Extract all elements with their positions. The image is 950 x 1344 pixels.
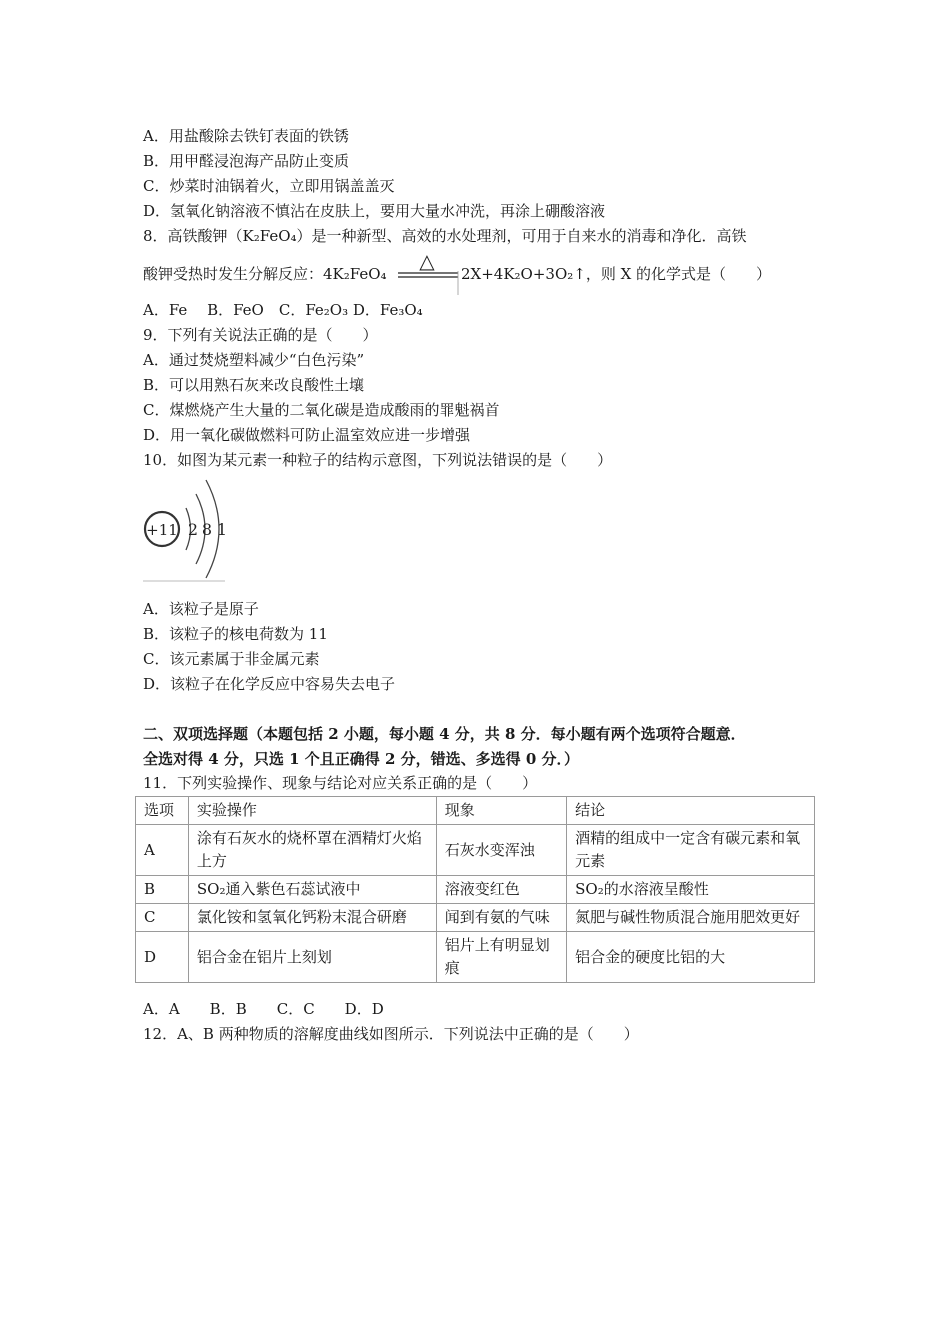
section2-heading-line2: 全选对得 4 分，只选 1 个且正确得 2 分，错选、多选得 0 分．） [143, 750, 580, 768]
heat-condition-sign [398, 251, 460, 295]
q8-options: A．Fe B．FeO C．Fe₂O₃ D．Fe₃O₄ [143, 301, 423, 319]
table-cell: 溶液变红色 [436, 876, 566, 904]
table-cell: B [136, 876, 189, 904]
q12-stem: 12．A、B 两种物质的溶解度曲线如图所示．下列说法中正确的是（ ） [143, 1025, 639, 1043]
q11-options: A．A B．B C．C D．D [143, 1000, 384, 1018]
table-cell: 涂有石灰水的烧杯罩在酒精灯火焰上方 [188, 825, 436, 876]
table-header-row [136, 797, 815, 825]
shell-electrons-1: 2 [187, 520, 199, 539]
table-row [136, 904, 815, 932]
header-cell-option: 选项 [136, 797, 189, 825]
table-cell: 氮肥与碱性物质混合施用肥效更好 [567, 904, 815, 932]
q11-table [135, 796, 815, 983]
q11-stem: 11．下列实验操作、现象与结论对应关系正确的是（ ） [143, 774, 538, 792]
table-row [136, 932, 815, 983]
q8-equation-prefix: 酸钾受热时发生分解反应：4K₂FeO₄ [143, 265, 387, 283]
table-cell: 铝合金的硬度比铝的大 [567, 932, 815, 983]
q9-option-c: C．煤燃烧产生大量的二氧化碳是造成酸雨的罪魁祸首 [143, 401, 500, 419]
q10-option-b: B．该粒子的核电荷数为 11 [143, 625, 328, 643]
header-cell-operation: 实验操作 [188, 797, 436, 825]
table-row [136, 825, 815, 876]
q7-option-a: A．用盐酸除去铁钉表面的铁锈 [143, 127, 349, 145]
q8-condition-triangle: △ [419, 251, 435, 273]
q10-stem: 10．如图为某元素一种粒子的结构示意图，下列说法错误的是（ ） [143, 451, 613, 469]
q9-option-b: B．可以用熟石灰来改良酸性土壤 [143, 376, 365, 394]
table-cell: C [136, 904, 189, 932]
section2-heading-line1: 二、双项选择题（本题包括 2 小题，每小题 4 分，共 8 分．每小题有两个选项符合题意． [143, 725, 746, 743]
table-row [136, 876, 815, 904]
q7-option-c: C．炒菜时油锅着火，立即用锅盖盖灭 [143, 177, 395, 195]
q8-stem-line1: 8．高铁酸钾（K₂FeO₄）是一种新型、高效的水处理剂，可用于自来水的消毒和净化．高铁 [143, 227, 747, 245]
header-cell-phenomenon: 现象 [436, 797, 566, 825]
table-cell: 铝片上有明显划痕 [436, 932, 566, 983]
q9-stem: 9．下列有关说法正确的是（ ） [143, 326, 378, 344]
q10-option-c: C．该元素属于非金属元素 [143, 650, 320, 668]
header-cell-conclusion: 结论 [567, 797, 815, 825]
table-cell: 铝合金在铝片上刻划 [188, 932, 436, 983]
atom-structure-diagram [140, 474, 240, 584]
q10-option-a: A．该粒子是原子 [143, 600, 259, 618]
q7-option-d: D．氢氧化钠溶液不慎沾在皮肤上，要用大量水冲洗，再涂上硼酸溶液 [143, 202, 606, 220]
shell-electrons-3: 1 [216, 520, 228, 539]
table-cell: SO₂通入紫色石蕊试液中 [188, 876, 436, 904]
table-cell: 酒精的组成中一定含有碳元素和氧元素 [567, 825, 815, 876]
table-cell: A [136, 825, 189, 876]
shell-electrons-2: 8 [201, 520, 213, 539]
q9-option-a: A．通过焚烧塑料减少“白色污染” [143, 351, 365, 369]
table-cell: 石灰水变浑浊 [436, 825, 566, 876]
table-cell: 闻到有氨的气味 [436, 904, 566, 932]
table-cell: 氯化铵和氢氧化钙粉末混合研磨 [188, 904, 436, 932]
q9-option-d: D．用一氧化碳做燃料可防止温室效应进一步增强 [143, 426, 471, 444]
table-cell: D [136, 932, 189, 983]
q8-equation-suffix: 2X+4K₂O+3O₂↑，则 X 的化学式是（ ） [461, 265, 772, 283]
table-cell: SO₂的水溶液呈酸性 [567, 876, 815, 904]
nucleus-charge: +11 [146, 521, 178, 539]
q10-option-d: D．该粒子在化学反应中容易失去电子 [143, 675, 396, 693]
q7-option-b: B．用甲醛浸泡海产品防止变质 [143, 152, 350, 170]
